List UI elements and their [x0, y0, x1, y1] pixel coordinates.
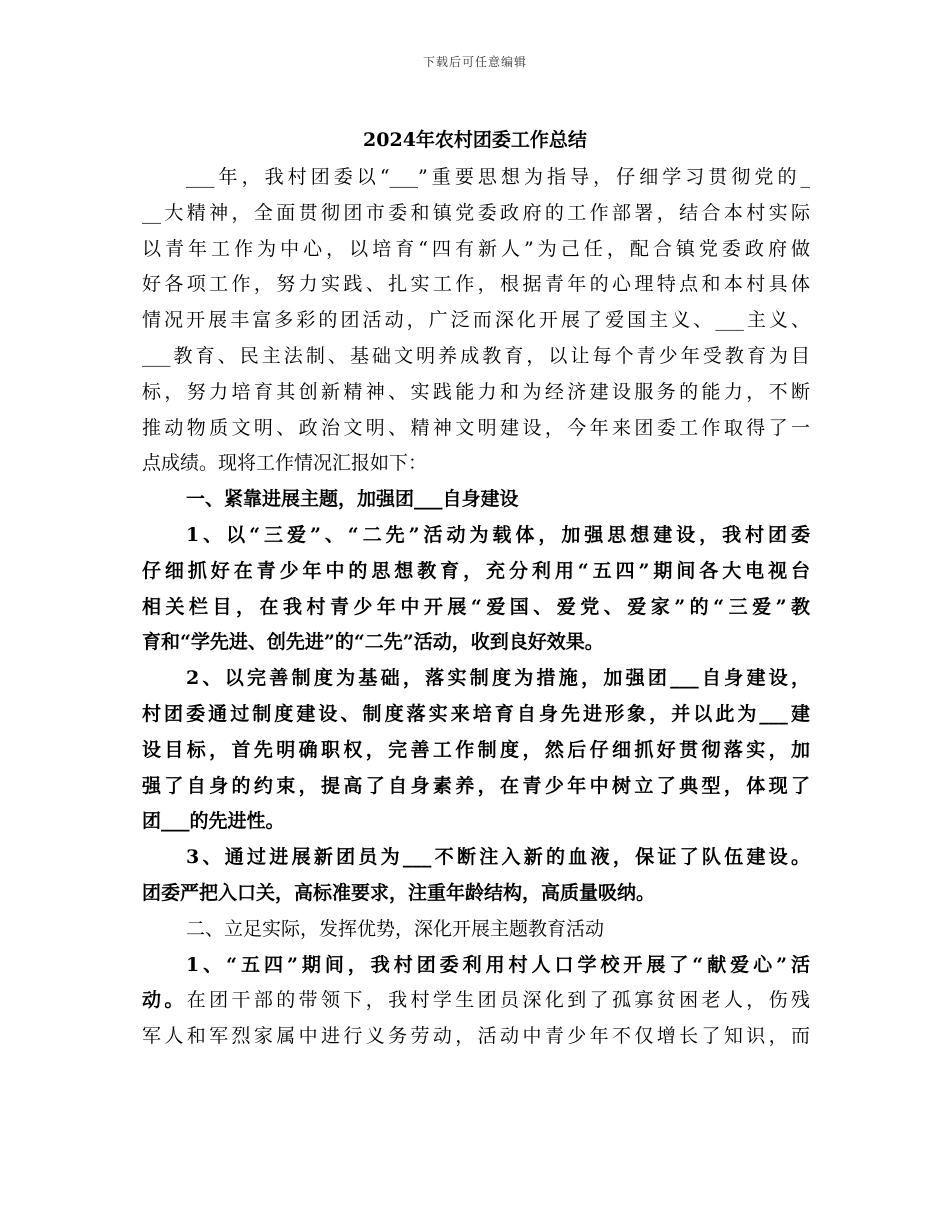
- section-heading: 二、立足实际，发挥优势，深化开展主题教育活动: [186, 917, 605, 940]
- document-body: [142, 160, 810, 1055]
- paragraph-line: 设目标，首先明确职权，完善工作制度，然后仔细抓好贯彻落实，加: [142, 738, 810, 761]
- paragraph-line: 1、以“三爱”、“二先”活动为载体，加强思想建设，我村团委: [186, 523, 810, 546]
- paragraph-line: 标，努力培育其创新精神、实践能力和为经济建设服务的能力，不断: [142, 380, 810, 403]
- paragraph-line: 2、以完善制度为基础，落实制度为措施，加强团___自身建设，: [186, 667, 810, 690]
- paragraph-line: 1、“五四”期间，我村团委利用村人口学校开展了“献爱心”活: [186, 953, 810, 976]
- paragraph-line: 强了自身的约束，提高了自身素养，在青少年中树立了典型，体现了: [142, 774, 810, 797]
- paragraph-line: 相关栏目，在我村青少年中开展“爱国、爱党、爱家”的“三爱”教: [142, 595, 810, 618]
- paragraph-line: 团委严把入口关，高标准要求，注重年龄结构，高质量吸纳。: [142, 881, 656, 904]
- paragraph-line: ___年，我村团委以“___”重要思想为指导，仔细学习贯彻党的_: [186, 166, 810, 188]
- paragraph-line: 育和“学先进、创先进”的“二先”活动，收到良好效果。: [142, 631, 604, 654]
- document-title: 2024年农村团委工作总结: [363, 129, 587, 151]
- header-note: 下载后可任意编辑: [422, 55, 527, 69]
- paragraph-line: 团___的先进性。: [142, 810, 285, 833]
- paragraph-line: 情况开展丰富多彩的团活动，广泛而深化开展了爱国主义、___主义、: [142, 309, 810, 332]
- paragraph-line: 以青年工作为中心，以培育“四有新人”为己任，配合镇党委政府做: [142, 237, 810, 260]
- paragraph-line: 军人和军烈家属中进行义务劳动，活动中青少年不仅增长了知识，而: [142, 1025, 810, 1048]
- bold-fragment: 动。: [142, 989, 187, 1012]
- paragraph-line: 仔细抓好在青少年中的思想教育，充分利用“五四”期间各大电视台: [142, 559, 810, 582]
- paragraph-line: 推动物质文明、政治文明、精神文明建设，今年来团委工作取得了一: [142, 416, 810, 439]
- regular-fragment: 在团干部的带领下，我村学生团员深化到了孤寡贫困老人，伤残: [186, 989, 810, 1012]
- paragraph-line: __大精神，全面贯彻团市委和镇党委政府的工作部署，结合本村实际: [142, 201, 810, 224]
- paragraph-line: 村团委通过制度建设、制度落实来培育自身先进形象，并以此为___建: [142, 702, 810, 725]
- paragraph-line: ___教育、民主法制、基础文明养成教育，以让每个青少年受教育为目: [142, 344, 810, 367]
- paragraph-line: 点成绩。现将工作情况汇报如下：: [142, 452, 428, 475]
- paragraph-line: 3、通过进展新团员为___不断注入新的血液，保证了队伍建设。: [186, 846, 810, 869]
- section-heading: 一、紧靠进展主题，加强团___自身建设: [186, 488, 519, 511]
- paragraph-line: [142, 983, 810, 1019]
- paragraph-line: 好各项工作，努力实践、扎实工作，根据青年的心理特点和本村具体: [142, 273, 810, 296]
